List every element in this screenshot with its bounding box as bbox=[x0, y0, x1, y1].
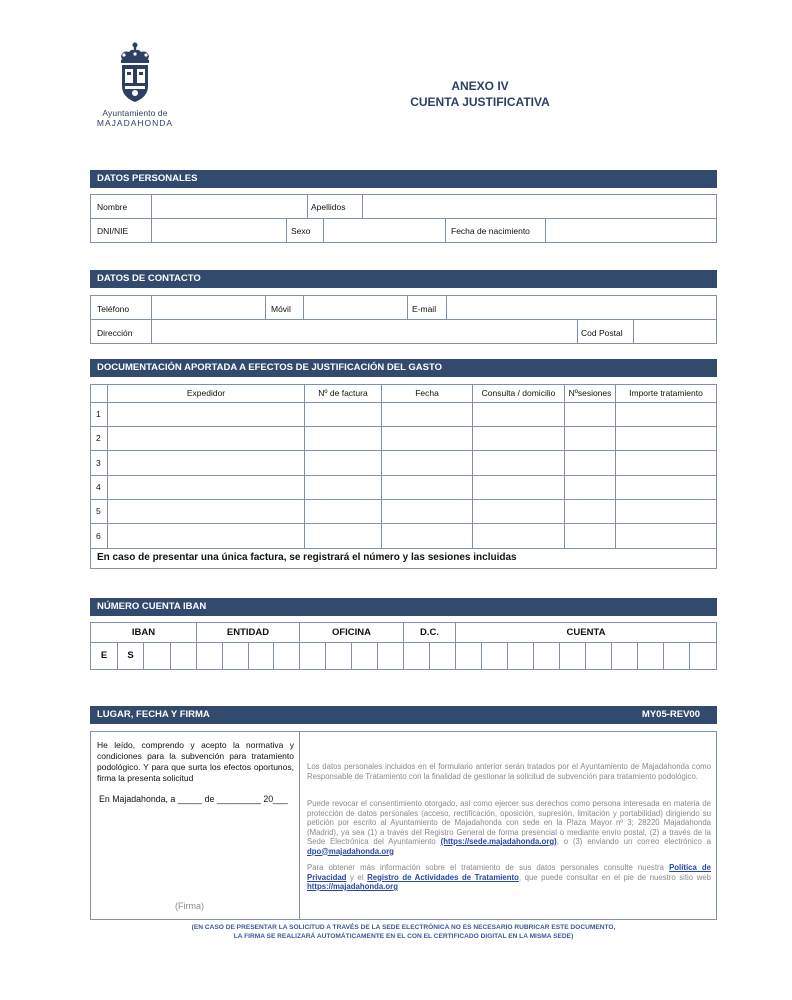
dpo-email-link[interactable]: dpo@majadahonda.org bbox=[307, 846, 394, 856]
row-number: 3 bbox=[96, 458, 101, 468]
label-dni: DNI/NIE bbox=[97, 226, 129, 236]
privacy-policy-link[interactable]: Política de Privacidad bbox=[307, 863, 712, 882]
logo-line2: MAJADAHONDA bbox=[96, 118, 174, 128]
col-sesiones: Nºsesiones bbox=[568, 388, 612, 398]
documentation-table bbox=[90, 384, 717, 569]
place-date-line: En Majadahonda, a _____ de _________ 20___ bbox=[99, 794, 288, 804]
iban-col-dc: D.C. bbox=[420, 627, 439, 638]
signature-box bbox=[90, 731, 717, 920]
row-number: 1 bbox=[96, 409, 101, 419]
row-number: 2 bbox=[96, 433, 101, 443]
personal-data-box bbox=[90, 194, 717, 243]
label-email: E-mail bbox=[412, 304, 437, 314]
footer-line1: (EN CASO DE PRESENTAR LA SOLICITUD A TRAVÉS DE LA SEDE ELECTRÓNICA NO ES NECESARIO RUBRICAR ESTE DOCUMENTO, bbox=[191, 924, 616, 931]
iban-col-entidad: ENTIDAD bbox=[226, 627, 270, 638]
dni-field[interactable] bbox=[152, 219, 286, 242]
email-field[interactable] bbox=[447, 296, 716, 319]
direccion-field[interactable] bbox=[152, 320, 577, 343]
signature-header bbox=[90, 706, 717, 724]
telefono-field[interactable] bbox=[152, 296, 265, 319]
col-fecha: Fecha bbox=[415, 388, 439, 398]
iban-prefix-letter: E bbox=[100, 650, 108, 661]
label-direccion: Dirección bbox=[97, 328, 133, 338]
contact-data-box bbox=[90, 295, 717, 344]
declaration-text: He leído, comprendo y acepto la normativa y condiciones para la subvención para tratamiento podológico. Y para que surta los efectos oportunos, firma la presenta solicitud bbox=[97, 740, 294, 783]
logo-line1: Ayuntamiento de bbox=[102, 108, 168, 118]
privacy-paragraph-3: Para obtener más información sobre el tratamiento de sus datos personales consulte nuestra Política de Privacidad y el Registro de Actividades de Tratamiento, que puede consultar en el pie de nuestro sitio web https://majadahonda.org bbox=[307, 863, 712, 891]
processing-register-link[interactable]: Registro de Actividades de Tratamiento bbox=[367, 872, 519, 882]
iban-col-cuenta: CUENTA bbox=[566, 627, 606, 638]
signature-placeholder[interactable]: (Firma) bbox=[175, 901, 204, 911]
contact-data-header: DATOS DE CONTACTO bbox=[90, 270, 717, 288]
apellidos-field[interactable] bbox=[363, 195, 716, 218]
nombre-field[interactable] bbox=[152, 195, 307, 218]
label-apellidos: Apellidos bbox=[311, 202, 346, 212]
movil-field[interactable] bbox=[304, 296, 407, 319]
iban-prefix-letter: S bbox=[127, 650, 134, 661]
single-invoice-note: En caso de presentar una única factura, se registrará el número y las sesiones incluidas bbox=[97, 552, 517, 563]
documentation-header: DOCUMENTACIÓN APORTADA A EFECTOS DE JUSTIFICACIÓN DEL GASTO bbox=[90, 359, 717, 377]
fecha-nacimiento-field[interactable] bbox=[546, 219, 716, 242]
row-number: 4 bbox=[96, 482, 101, 492]
iban-col-iban: IBAN bbox=[131, 627, 156, 638]
website-link[interactable]: https://majadahonda.org bbox=[307, 882, 398, 891]
row-number: 5 bbox=[96, 506, 101, 516]
sexo-field[interactable] bbox=[324, 219, 445, 242]
label-movil: Móvil bbox=[271, 304, 291, 314]
label-telefono: Teléfono bbox=[97, 304, 130, 314]
privacy-paragraph-2: Puede revocar el consentimiento otorgado, así como ejercer sus derechos como persona interesada en materia de protección de datos personales (acceso, rectificación, oposición, supresión, limitación y portabilidad) dirigiendo su petición por escrito al Ayuntamiento de Majadahonda con sede en la Plaza Mayor nº 3; 28220 Majadahonda (Madrid), ya sea (1) a través del Registro General de forma presencial o mediante envío postal, (2) a través de la Sede Electrónica del Ayuntamiento (https://sede.majadahonda.org), o (3) enviando un correo electrónico a dpo@majadahonda.org bbox=[307, 799, 711, 856]
document-subtitle: CUENTA JUSTIFICATIVA bbox=[410, 95, 550, 109]
footer-note bbox=[90, 923, 717, 941]
label-fecha-nacimiento: Fecha de nacimiento bbox=[451, 226, 530, 236]
iban-col-oficina: OFICINA bbox=[331, 627, 372, 638]
privacy-paragraph-1: Los datos personales incluidos en el formulario anterior serán tratados por el Ayuntamiento de Majadahonda como Responsable de Tratamiento con la finalidad de gestionar la solicitud de subvención para tratamiento podológico. bbox=[307, 762, 711, 781]
signature-header-title: LUGAR, FECHA Y FIRMA bbox=[97, 709, 210, 720]
annex-label: ANEXO IV bbox=[451, 79, 509, 93]
label-sexo: Sexo bbox=[291, 226, 311, 236]
sede-link[interactable]: (https://sede.majadahonda.org) bbox=[440, 837, 557, 846]
label-nombre: Nombre bbox=[97, 202, 128, 212]
label-cod-postal: Cod Postal bbox=[581, 328, 623, 338]
col-factura: Nº de factura bbox=[318, 388, 368, 398]
municipality-logo bbox=[90, 42, 180, 128]
footer-line2: LA FIRMA SE REALIZARÁ AUTOMÁTICAMENTE EN EL CON EL CERTIFICADO DIGITAL EN LA MISMA SEDE) bbox=[233, 933, 574, 940]
cod-postal-field[interactable] bbox=[634, 320, 716, 343]
document-code: MY05-REV00 bbox=[641, 709, 700, 720]
col-consulta: Consulta / domicilio bbox=[481, 388, 556, 398]
crown-coat-of-arms-icon bbox=[115, 42, 155, 104]
document-title bbox=[380, 78, 580, 110]
iban-header: NÚMERO CUENTA IBAN bbox=[90, 598, 717, 616]
personal-data-header: DATOS PERSONALES bbox=[90, 170, 717, 188]
iban-table bbox=[90, 622, 717, 670]
row-number: 6 bbox=[96, 531, 101, 541]
col-expedidor: Expedidor bbox=[186, 388, 226, 398]
col-importe: Importe tratamiento bbox=[629, 388, 703, 398]
